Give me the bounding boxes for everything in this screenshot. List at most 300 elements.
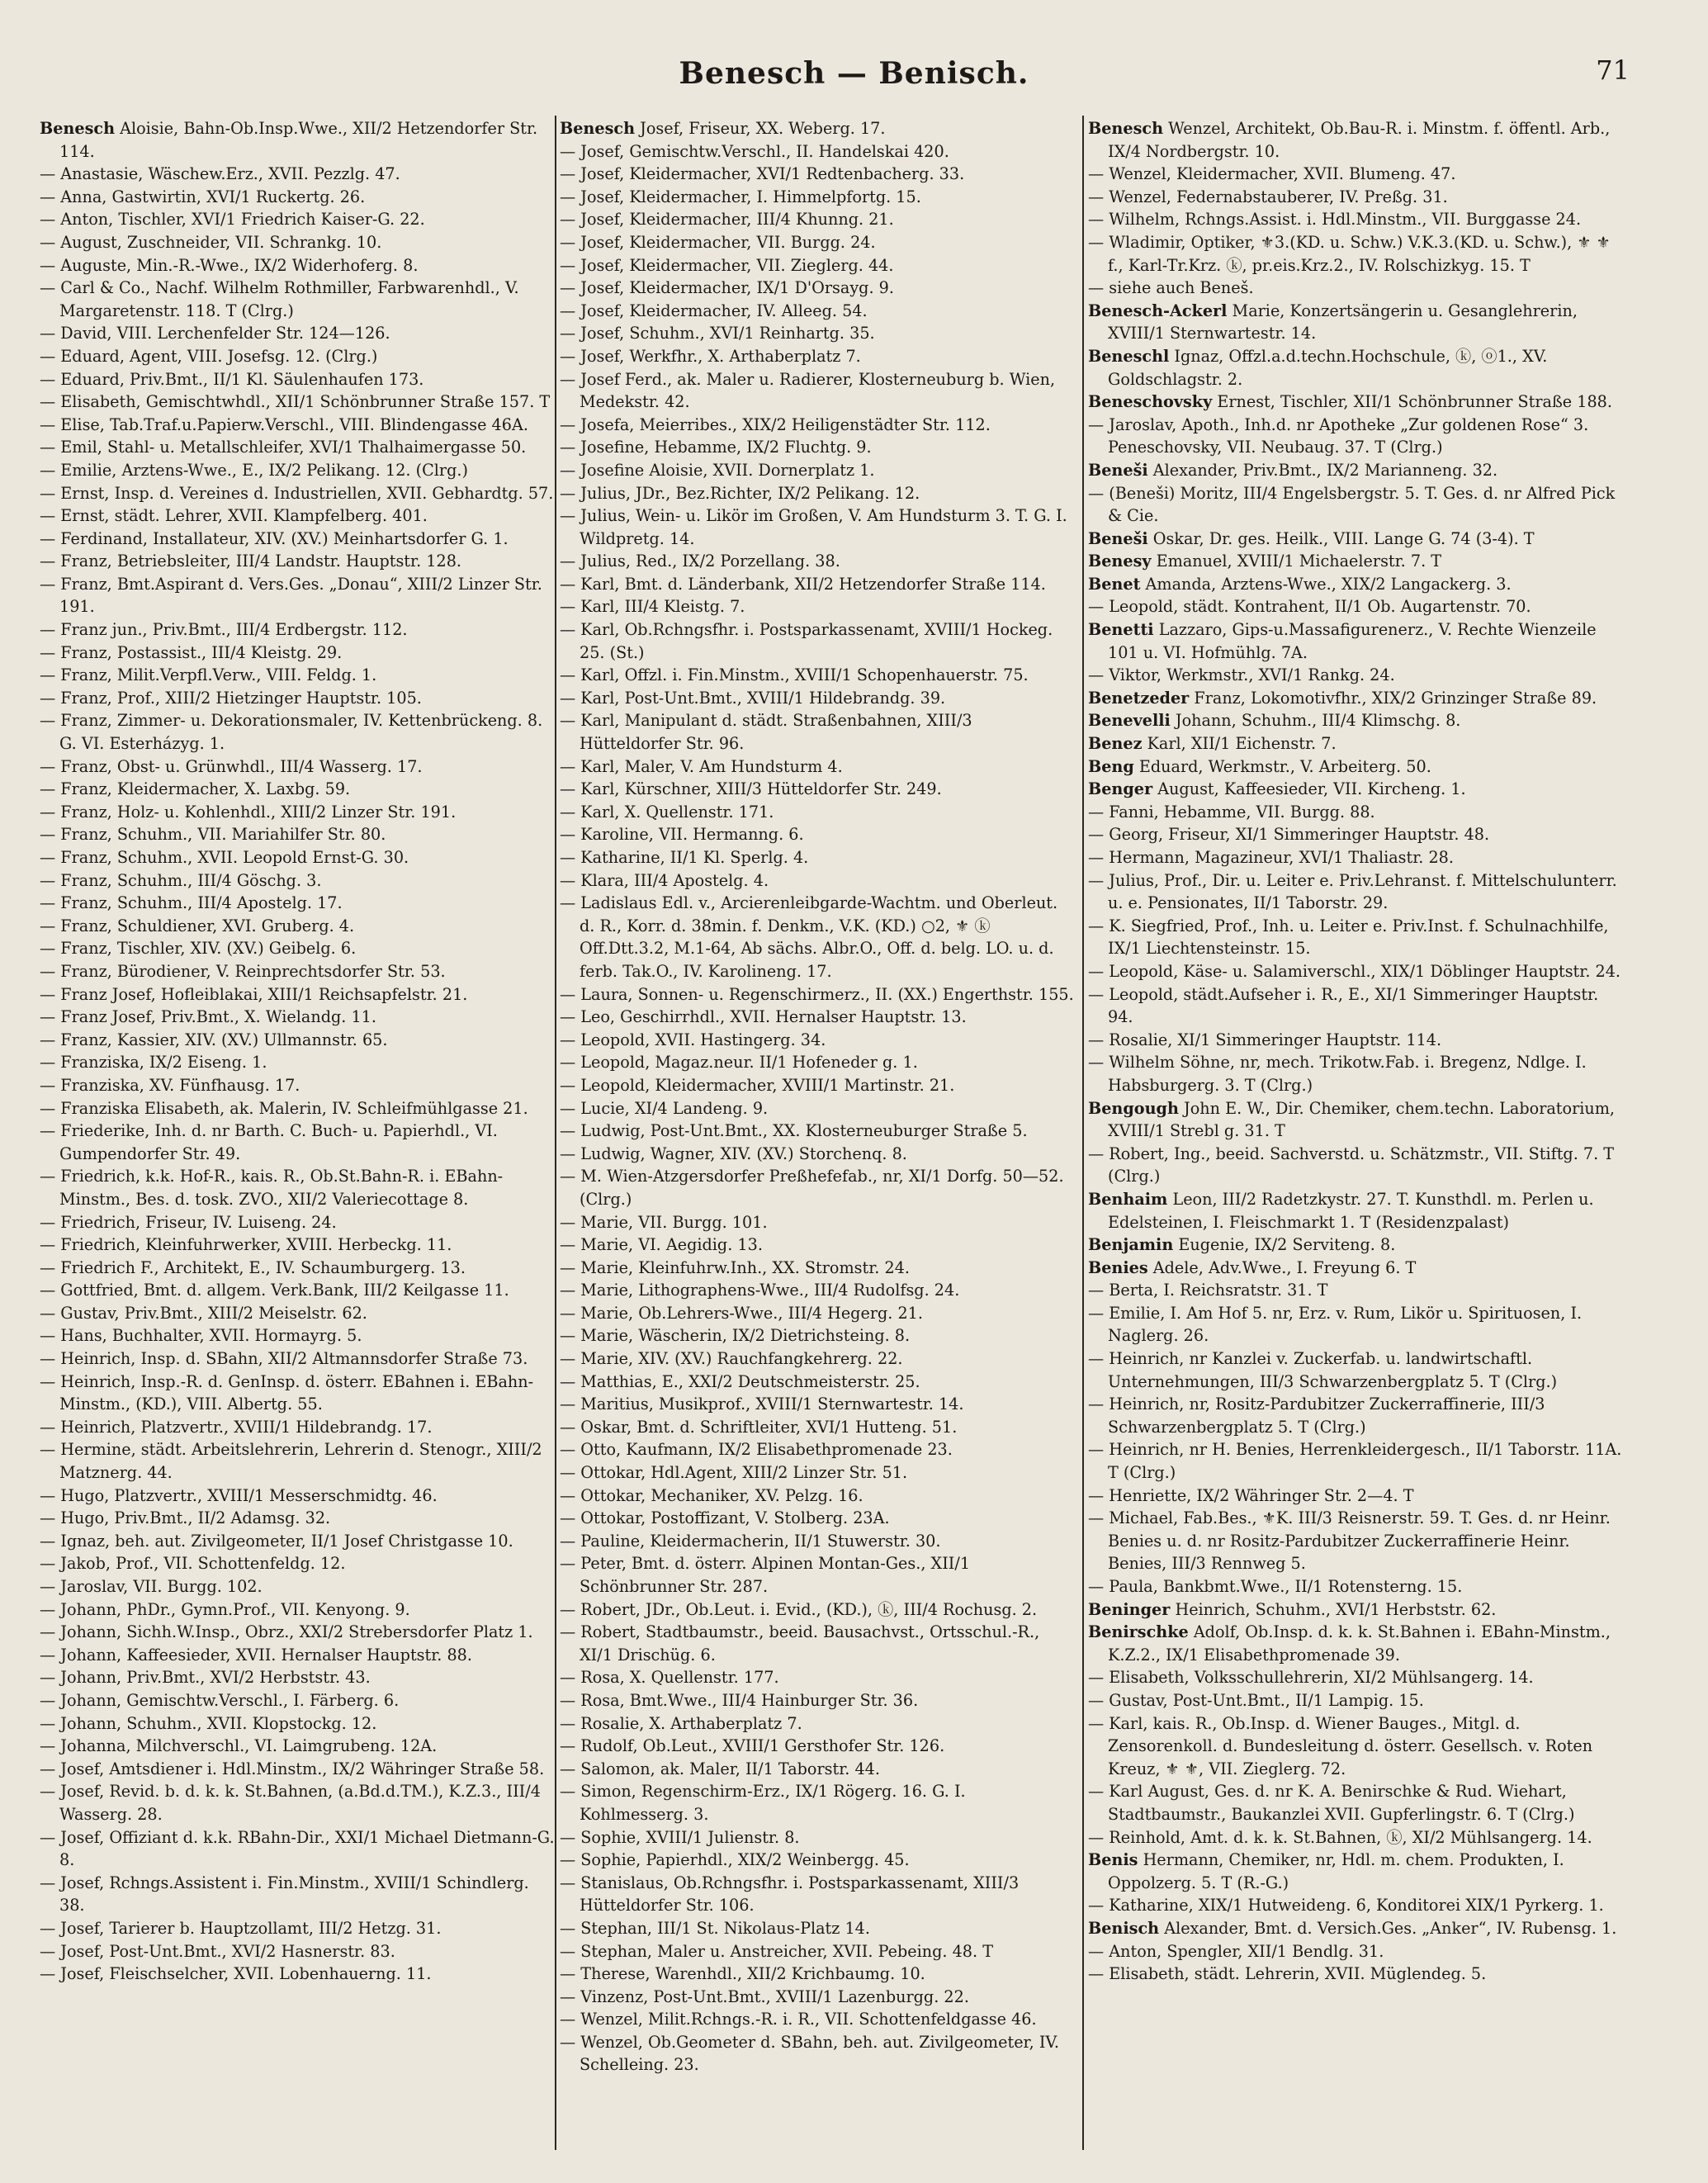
entry-text: — Ignaz, beh. aut. Zivilgeometer, II/1 Josef Christgasse 10. — [40, 1531, 513, 1551]
entry-text: — Josef, Kleidermacher, IX/1 D'Orsayg. 9. — [560, 278, 894, 298]
directory-entry — [40, 1621, 556, 1644]
directory-entry — [40, 642, 556, 665]
directory-entry — [560, 1485, 1076, 1508]
entry-text: — Julius, Prof., Dir. u. Leiter e. Priv.Lehranst. f. Mittelschulunterr. u. e. Pensionates, II/1 Taborstr. 29. — [1088, 870, 1617, 913]
entry-text: — Karl, kais. R., Ob.Insp. d. Wiener Bauges., Mitgl. d. Zensorenkoll. d. Bundesleitung d. österr. Gesellsch. v. Roten Kreuz, ⚜ ⚜, VII. Zieglerg. 72. — [1088, 1713, 1593, 1778]
entry-text: — Josef, Kleidermacher, IV. Alleeg. 54. — [560, 301, 868, 320]
entry-text: — Jakob, Prof., VII. Schottenfeldg. 12. — [40, 1554, 346, 1574]
directory-entry — [1088, 1234, 1625, 1257]
directory-entry — [560, 664, 1076, 687]
entry-text: — Fanni, Hebamme, VII. Burgg. 88. — [1088, 802, 1375, 822]
directory-entry — [560, 1712, 1076, 1736]
directory-entry — [1088, 1347, 1625, 1393]
entry-text: — K. Siegfried, Prof., Inh. u. Leiter e. Priv.Inst. f. Schulnachhilfe, IX/1 Liechtensteinstr. 15. — [1088, 916, 1609, 959]
directory-entry — [40, 1780, 556, 1825]
entry-text: — Karl, Offzl. i. Fin.Minstm., XVIII/1 Schopenhauerstr. 75. — [560, 665, 1029, 685]
directory-entry — [1088, 1143, 1625, 1188]
directory-entry — [1088, 1963, 1625, 1986]
directory-entry — [40, 345, 556, 368]
entry-text: — Elise, Tab.Traf.u.Papierw.Verschl., VIII. Blindengasse 46A. — [40, 414, 528, 434]
directory-entry — [1088, 1188, 1625, 1234]
entry-text: — Maritius, Musikprof., XVIII/1 Sternwartestr. 14. — [560, 1395, 964, 1414]
entry-text: — Reinhold, Amt. d. k. k. St.Bahnen, ⓚ, XI/2 Mühlsangerg. 14. — [1088, 1827, 1592, 1847]
entry-text: — Karl, Ob.Rchngsfhr. i. Postsparkassenamt, XVIII/1 Hockeg. 25. (St.) — [560, 620, 1053, 662]
entry-text: — Josef, Offiziant d. k.k. RBahn-Dir., XXI/1 Michael Dietmann-G. 8. — [40, 1827, 555, 1870]
directory-entry — [40, 846, 556, 869]
directory-entry — [1088, 846, 1625, 869]
entry-text: Josef, Friseur, XX. Weberg. 17. — [635, 119, 886, 138]
directory-entry — [560, 1097, 1076, 1120]
entry-surname: Benis — [1088, 1850, 1138, 1870]
directory-entry — [560, 846, 1076, 869]
entry-text: — Heinrich, Platzvertr., XVIII/1 Hildebrandg. 17. — [40, 1417, 433, 1437]
directory-entry — [40, 1234, 556, 1257]
directory-entry — [40, 618, 556, 642]
directory-entry — [40, 1644, 556, 1667]
directory-entry — [560, 1324, 1076, 1347]
entry-text: — Julius, Red., IX/2 Porzellang. 38. — [560, 552, 840, 571]
entry-text: — Rosa, Bmt.Wwe., III/4 Hainburger Str. 36. — [560, 1690, 919, 1710]
entry-surname: Benirschke — [1088, 1622, 1189, 1642]
entry-text: — Gustav, Priv.Bmt., XIII/2 Meiselstr. 62. — [40, 1303, 367, 1323]
directory-entry — [1088, 1780, 1625, 1825]
column-2 — [560, 117, 1076, 2076]
directory-entry — [40, 1485, 556, 1508]
directory-entry — [560, 1120, 1076, 1143]
directory-entry — [1088, 869, 1625, 915]
directory-entry — [560, 414, 1076, 437]
entry-surname: Benez — [1088, 734, 1143, 754]
entry-text: — Josef, Gemischtw.Verschl., II. Handelskai 420. — [560, 141, 949, 161]
entry-text: — Stanislaus, Ob.Rchngsfhr. i. Postsparkassenamt, XIII/3 Hütteldorfer Str. 106. — [560, 1873, 1020, 1915]
entry-text: Hermann, Chemiker, nr, Hdl. m. chem. Produkten, I. Oppolzerg. 5. T (R.-G.) — [1108, 1850, 1564, 1892]
directory-entry — [40, 482, 556, 505]
entry-text: — Karl August, Ges. d. nr K. A. Benirschke & Rud. Wiehart, Stadtbaumstr., Baukanzlei XVII. Gupferlingstr. 6. T (Clrg.) — [1088, 1782, 1575, 1824]
directory-entry — [1088, 1257, 1625, 1280]
directory-entry — [40, 687, 556, 710]
directory-entry — [560, 1826, 1076, 1849]
directory-entry — [560, 1530, 1076, 1553]
entry-text: — Josefine Aloisie, XVII. Dornerplatz 1. — [560, 460, 875, 480]
directory-entry — [40, 1074, 556, 1097]
directory-entry — [560, 1393, 1076, 1416]
directory-entry — [560, 1029, 1076, 1052]
entry-text: — Leopold, Käse- u. Salamiverschl., XIX/1 Döblinger Hauptstr. 24. — [1088, 961, 1621, 981]
directory-entry — [40, 1712, 556, 1736]
directory-entry — [40, 459, 556, 482]
directory-entry — [40, 1165, 556, 1210]
directory-entry — [40, 801, 556, 824]
directory-entry — [560, 163, 1076, 186]
directory-entry — [40, 1598, 556, 1622]
entry-surname: Beneschl — [1088, 346, 1170, 366]
entry-surname: Benisch — [1088, 1918, 1160, 1938]
directory-entry — [1088, 1917, 1625, 1940]
directory-entry — [1088, 1575, 1625, 1598]
entry-text: — Oskar, Bmt. d. Schriftleiter, XVI/1 Hutteng. 51. — [560, 1417, 958, 1437]
entry-text: — Viktor, Werkmstr., XVI/1 Rankg. 24. — [1088, 665, 1395, 685]
directory-entry — [40, 1507, 556, 1530]
directory-entry — [40, 1438, 556, 1484]
directory-entry — [40, 1029, 556, 1052]
entry-text: Franz, Lokomotivfhr., XIX/2 Grinzinger Straße 89. — [1189, 688, 1597, 708]
entry-text: — Leopold, Magaz.neur. II/1 Hofeneder g. 1. — [560, 1053, 918, 1073]
column-divider — [1082, 116, 1084, 2150]
directory-entry — [40, 550, 556, 573]
entry-surname: Benjamin — [1088, 1235, 1174, 1255]
directory-entry — [560, 1347, 1076, 1371]
entry-text: — Rosa, X. Quellenstr. 177. — [560, 1668, 779, 1688]
directory-entry — [1088, 300, 1625, 345]
directory-entry — [560, 368, 1076, 414]
entry-text: — Peter, Bmt. d. österr. Alpinen Montan-Ges., XII/1 Schönbrunner Str. 287. — [560, 1554, 971, 1596]
directory-entry — [40, 892, 556, 915]
entry-text: — Stephan, III/1 St. Nikolaus-Platz 14. — [560, 1918, 870, 1938]
entry-text: — Franz, Schuhm., III/4 Apostelg. 17. — [40, 893, 343, 913]
directory-entry — [560, 869, 1076, 893]
directory-entry — [40, 1963, 556, 1986]
directory-entry — [1088, 960, 1625, 983]
entry-text: Johann, Schuhm., III/4 Klimschg. 8. — [1170, 711, 1461, 731]
directory-entry — [560, 778, 1076, 801]
directory-entry — [560, 823, 1076, 846]
entry-text: — Pauline, Kleidermacherin, II/1 Stuwerstr. 30. — [560, 1531, 941, 1551]
entry-text: — Ladislaus Edl. v., Arcierenleibgarde-Wachtm. und Oberleut. d. R., Korr. d. 38min. f. Denkm., V.K. (KD.) ○2, ⚜ ⓚ Off.Dtt.3.2, M.1-64, Ab sächs. Albr.O., Off. d. belg. LO. u. d. ferb. Tak.O., IV. Karolineng. 17. — [560, 893, 1058, 981]
directory-entry — [1088, 1666, 1625, 1689]
entry-surname: Benesch — [560, 119, 636, 138]
entry-text: — Karl, Maler, V. Am Hundsturm 4. — [560, 756, 843, 776]
directory-entry — [40, 231, 556, 254]
directory-entry — [40, 1371, 556, 1416]
entry-surname: Benetzeder — [1088, 688, 1190, 708]
entry-text: — Franz Josef, Hofleiblakai, XIII/1 Reichsapfelstr. 21. — [40, 984, 468, 1004]
entry-text: — Elisabeth, Volksschullehrerin, XI/2 Mühlsangerg. 14. — [1088, 1668, 1534, 1688]
entry-text: Lazzaro, Gips-u.Massafigurenerz., V. Rechte Wienzeile 101 u. VI. Hofmühlg. 7A. — [1108, 620, 1597, 662]
directory-entry — [560, 277, 1076, 300]
entry-surname: Bengough — [1088, 1098, 1179, 1118]
entry-text: — Marie, Wäscherin, IX/2 Dietrichsteing. 8. — [560, 1326, 911, 1346]
entry-text: — Josef, Kleidermacher, III/4 Khunng. 21. — [560, 210, 894, 230]
entry-text: — Johann, Sichh.W.Insp., Obrz., XXI/2 Strebersdorfer Platz 1. — [40, 1622, 533, 1642]
directory-entry — [40, 391, 556, 414]
directory-entry — [40, 1302, 556, 1325]
entry-text: — Henriette, IX/2 Währinger Str. 2—4. T — [1088, 1485, 1414, 1505]
entry-text: Amanda, Arztens-Wwe., XIX/2 Langackerg. 3. — [1140, 574, 1512, 594]
directory-entry — [40, 1666, 556, 1689]
directory-entry — [560, 1507, 1076, 1530]
entry-text: — Wilhelm, Rchngs.Assist. i. Hdl.Minstm., VII. Burggasse 24. — [1088, 210, 1582, 230]
entry-text: — Johann, Kaffeesieder, XVII. Hernalser Hauptstr. 88. — [40, 1645, 472, 1664]
entry-text: — Heinrich, nr H. Benies, Herrenkleidergesch., II/1 Taborstr. 11A. T (Clrg.) — [1088, 1440, 1622, 1483]
entry-text: — Josef, Fleischselcher, XVII. Lobenhauerng. 11. — [40, 1964, 432, 1984]
directory-entry — [1088, 1689, 1625, 1712]
entry-text: — Laura, Sonnen- u. Regenschirmerz., II. (XX.) Engerthstr. 155. — [560, 984, 1074, 1004]
entry-surname: Beneši — [1088, 460, 1148, 480]
entry-text: — Michael, Fab.Bes., ⚜K. III/3 Reisnerstr. 59. T. Ges. d. nr Heinr. Benies u. d. nr Rositz-Pardubitzer Zuckerraffinerie Heinr. Benies, III/3 Rennweg 5. — [1088, 1508, 1611, 1574]
entry-text: — Therese, Warenhdl., XII/2 Krichbaumg. 10. — [560, 1964, 925, 1984]
entry-text: Adolf, Ob.Insp. d. k. k. St.Bahnen i. EBahn-Minstm., K.Z.2., IX/1 Elisabethpromenade 39. — [1108, 1622, 1611, 1664]
directory-entry — [1088, 687, 1625, 710]
entry-text: — Franz, Schuhm., III/4 Göschg. 3. — [40, 870, 322, 890]
entry-text: — Johanna, Milchverschl., VI. Laimgrubeng. 12A. — [40, 1736, 438, 1756]
directory-entry — [1088, 528, 1625, 551]
entry-text: Eduard, Werkmstr., V. Arbeiterg. 50. — [1133, 756, 1431, 776]
entry-text: — Emilie, I. Am Hof 5. nr, Erz. v. Rum, Likör u. Spirituosen, I. Naglerg. 26. — [1088, 1303, 1583, 1346]
directory-entry — [560, 1211, 1076, 1234]
directory-entry — [560, 1552, 1076, 1598]
entry-text: Oskar, Dr. ges. Heilk., VIII. Lange G. 74 (3-4). T — [1147, 528, 1535, 548]
directory-entry — [1088, 459, 1625, 482]
entry-text: — Ludwig, Wagner, XIV. (XV.) Storchenq. 8. — [560, 1144, 907, 1163]
directory-entry — [40, 322, 556, 345]
directory-entry — [40, 504, 556, 528]
directory-entry — [40, 1416, 556, 1439]
entry-text: — Emil, Stahl- u. Metallschleifer, XVI/1 Thalhaimergasse 50. — [40, 438, 527, 457]
directory-entry — [1088, 573, 1625, 596]
entry-text: — Georg, Friseur, XI/1 Simmeringer Hauptstr. 48. — [1088, 825, 1490, 845]
entry-surname: Benetti — [1088, 620, 1154, 640]
entry-text: — Johann, PhDr., Gymn.Prof., VII. Kenyong. 9. — [40, 1599, 410, 1619]
entry-text: — Sophie, Papierhdl., XIX/2 Weinbergg. 45. — [560, 1850, 910, 1870]
directory-entry — [560, 1986, 1076, 2009]
entry-text: — Marie, XIV. (XV.) Rauchfangkehrerg. 22. — [560, 1349, 903, 1369]
directory-entry — [40, 1575, 556, 1598]
entry-text: — Franz jun., Priv.Bmt., III/4 Erdbergstr. 112. — [40, 620, 408, 640]
directory-entry — [1088, 801, 1625, 824]
entry-surname: Beninger — [1088, 1599, 1171, 1619]
directory-entry — [560, 983, 1076, 1006]
entry-surname: Beneschovsky — [1088, 392, 1213, 412]
entry-text: — Anastasie, Wäschew.Erz., XVII. Pezzlg. 47. — [40, 164, 400, 184]
directory-entry — [1088, 664, 1625, 687]
entry-text: — David, VIII. Lerchenfelder Str. 124—126. — [40, 324, 390, 343]
directory-entry — [1088, 1826, 1625, 1849]
entry-text: — Anton, Spengler, XII/1 Bendlg. 31. — [1088, 1941, 1384, 1961]
entry-text: — Sophie, XVIII/1 Julienstr. 8. — [560, 1827, 800, 1847]
entry-text: — Hugo, Platzvertr., XVIII/1 Messerschmidtg. 46. — [40, 1485, 438, 1505]
directory-entry — [1088, 1940, 1625, 1963]
directory-entry — [560, 1051, 1076, 1074]
entry-text: John E. W., Dir. Chemiker, chem.techn. Laboratorium, XVIII/1 Strebl g. 31. T — [1108, 1098, 1616, 1141]
directory-entry — [40, 1257, 556, 1280]
entry-text: — Friedrich, Kleinfuhrwerker, XVIII. Herbeckg. 11. — [40, 1235, 452, 1255]
entry-text: — Franz, Postassist., III/4 Kleistg. 29. — [40, 642, 343, 662]
entry-text: — Josef, Revid. b. d. k. k. St.Bahnen, (a.Bd.d.TM.), K.Z.3., III/4 Wasserg. 28. — [40, 1782, 541, 1824]
directory-entry — [40, 755, 556, 779]
entry-text: — Wenzel, Kleidermacher, XVII. Blumeng. 47. — [1088, 164, 1456, 184]
entry-surname: Benesch — [40, 119, 116, 138]
entry-text: — Leopold, städt.Aufseher i. R., E., XI/1 Simmeringer Hauptstr. 94. — [1088, 984, 1599, 1027]
directory-entry — [560, 459, 1076, 482]
entry-text: — Matthias, E., XXI/2 Deutschmeisterstr. 25. — [560, 1371, 920, 1391]
entry-text: — Julius, JDr., Bez.Richter, IX/2 Pelikang. 12. — [560, 483, 920, 503]
directory-entry — [40, 1917, 556, 1940]
directory-entry — [560, 1758, 1076, 1781]
directory-entry — [1088, 391, 1625, 414]
entry-text: — Ottokar, Mechaniker, XV. Pelzg. 16. — [560, 1485, 863, 1505]
entry-text: Adele, Adv.Wwe., I. Freyung 6. T — [1147, 1257, 1417, 1277]
entry-text: — Elisabeth, Gemischtwhdl., XII/1 Schönbrunner Straße 157. T — [40, 392, 551, 412]
entry-text: — Jaroslav, Apoth., Inh.d. nr Apotheke „Zur goldenen Rose“ 3. Peneschovsky, VII. Neubaug. 37. T (Clrg.) — [1088, 414, 1589, 457]
entry-text: Eugenie, IX/2 Serviteng. 8. — [1173, 1235, 1396, 1255]
directory-entry — [1088, 163, 1625, 186]
column-1 — [40, 117, 556, 1986]
directory-entry — [40, 823, 556, 846]
entry-text: — Hans, Buchhalter, XVII. Hormayrg. 5. — [40, 1326, 362, 1346]
entry-text: Alexander, Priv.Bmt., IX/2 Marianneng. 32. — [1147, 460, 1498, 480]
entry-text: — Josef Ferd., ak. Maler u. Radierer, Klosterneuburg b. Wien, Medekstr. 42. — [560, 369, 1056, 412]
directory-entry — [560, 595, 1076, 618]
entry-text: Emanuel, XVIII/1 Michaelerstr. 7. T — [1151, 552, 1442, 571]
directory-entry — [40, 368, 556, 391]
entry-surname: Benesy — [1088, 552, 1152, 571]
entry-text: Wenzel, Architekt, Ob.Bau-R. i. Minstm. f. öffentl. Arb., IX/4 Nordbergstr. 10. — [1108, 119, 1611, 161]
directory-entry — [1088, 345, 1625, 391]
directory-entry — [40, 869, 556, 893]
entry-text: Aloisie, Bahn-Ob.Insp.Wwe., XII/2 Hetzendorfer Str. 114. — [59, 119, 538, 161]
entry-text: — Franz, Holz- u. Kohlenhdl., XIII/2 Linzer Str. 191. — [40, 802, 457, 822]
entry-text: — Carl & Co., Nachf. Wilhelm Rothmiller, Farbwarenhdl., V. Margaretenstr. 118. T (Clrg.) — [40, 278, 519, 320]
entry-text: — Josef, Rchngs.Assistent i. Fin.Minstm., XVIII/1 Schindlerg. 38. — [40, 1873, 529, 1915]
entry-text: — Ottokar, Hdl.Agent, XIII/2 Linzer Str. 51. — [560, 1463, 908, 1483]
entry-text: — Robert, Stadtbaumstr., beeid. Bausachvst., Ortsschul.-R., XI/1 Drischüg. 6. — [560, 1622, 1040, 1664]
directory-entry — [560, 1689, 1076, 1712]
directory-entry — [40, 163, 556, 186]
directory-entry — [40, 573, 556, 618]
entry-text: — M. Wien-Atzgersdorfer Preßhefefab., nr, XI/1 Dorfg. 50—52. (Clrg.) — [560, 1167, 1064, 1209]
entry-text: — Leopold, städt. Kontrahent, II/1 Ob. Augartenstr. 70. — [1088, 597, 1531, 617]
entry-text: — Franz, Tischler, XIV. (XV.) Geibelg. 6. — [40, 939, 357, 959]
entry-text: — Heinrich, Insp.-R. d. GenInsp. d. österr. EBahnen i. EBahn-Minstm., (KD.), VIII. Albertg. 55. — [40, 1371, 534, 1414]
directory-entry — [40, 254, 556, 277]
entry-text: — Karl, III/4 Kleistg. 7. — [560, 597, 745, 617]
entry-text: — Josef, Werkfhr., X. Arthaberplatz 7. — [560, 346, 861, 366]
directory-entry — [560, 2031, 1076, 2076]
entry-text: — Karl, Manipulant d. städt. Straßenbahnen, XIII/3 Hütteldorfer Str. 96. — [560, 711, 972, 754]
entry-text: — Katharine, II/1 Kl. Sperlg. 4. — [560, 848, 809, 867]
directory-entry — [560, 231, 1076, 254]
directory-entry — [40, 1689, 556, 1712]
entry-text: — Heinrich, nr Kanzlei v. Zuckerfab. u. landwirtschaftl. Unternehmungen, III/3 Schwarzenbergplatz 5. T (Clrg.) — [1088, 1349, 1558, 1391]
entry-text: — August, Zuschneider, VII. Schrankg. 10. — [40, 232, 382, 252]
entry-text: — Robert, Ing., beeid. Sachverstd. u. Schätzmstr., VII. Stiftg. 7. T (Clrg.) — [1088, 1144, 1615, 1186]
directory-entry — [40, 937, 556, 960]
directory-entry — [560, 345, 1076, 368]
page-title: Benesch — Benisch. — [679, 56, 1029, 91]
entry-text: — Karoline, VII. Hermanng. 6. — [560, 825, 804, 845]
directory-entry — [560, 573, 1076, 596]
directory-entry — [1088, 618, 1625, 664]
entry-text: — Vinzenz, Post-Unt.Bmt., XVIII/1 Lazenburgg. 22. — [560, 1986, 969, 2006]
directory-entry — [40, 1097, 556, 1120]
directory-entry — [40, 1552, 556, 1575]
column-3 — [1088, 117, 1625, 1986]
entry-text: — Friedrich, Friseur, IV. Luiseng. 24. — [40, 1212, 337, 1232]
directory-entry — [40, 960, 556, 983]
directory-entry — [560, 755, 1076, 779]
entry-surname: Benhaim — [1088, 1189, 1168, 1209]
directory-entry — [40, 1735, 556, 1758]
directory-entry — [560, 550, 1076, 573]
directory-entry — [560, 2008, 1076, 2031]
entry-text: — Franz, Milit.Verpfl.Verw., VIII. Feldg. 1. — [40, 665, 377, 685]
directory-entry — [560, 482, 1076, 505]
directory-entry — [40, 1279, 556, 1302]
entry-text: — Jaroslav, VII. Burgg. 102. — [40, 1577, 263, 1596]
entry-text: — Johann, Priv.Bmt., XVI/2 Herbststr. 43. — [40, 1668, 371, 1688]
entry-text: — Marie, Lithographens-Wwe., III/4 Rudolfsg. 24. — [560, 1281, 960, 1300]
directory-entry — [560, 1917, 1076, 1940]
entry-surname: Benesch-Ackerl — [1088, 301, 1228, 320]
directory-entry — [40, 915, 556, 938]
directory-entry — [40, 778, 556, 801]
entry-surname: Benger — [1088, 779, 1153, 799]
directory-entry — [560, 1780, 1076, 1825]
entry-text: — Friederike, Inh. d. nr Barth. C. Buch- u. Papierhdl., VI. Gumpendorfer Str. 49. — [40, 1121, 498, 1163]
directory-entry — [40, 436, 556, 459]
entry-text: Leon, III/2 Radetzkystr. 27. T. Kunsthdl. m. Perlen u. Edelsteinen, I. Fleischmarkt 1. T (Residenzpalast) — [1108, 1189, 1594, 1232]
directory-entry — [40, 1324, 556, 1347]
entry-text: — Franz, Prof., XIII/2 Hietzinger Hauptstr. 105. — [40, 688, 422, 708]
entry-text: — Paula, Bankbmt.Wwe., II/1 Rotensterng. 15. — [1088, 1577, 1463, 1596]
directory-entry — [560, 1165, 1076, 1210]
directory-entry — [560, 140, 1076, 163]
entry-text: — Leo, Geschirrhdl., XVII. Hernalser Hauptstr. 13. — [560, 1007, 967, 1027]
entry-text: — Elisabeth, städt. Lehrerin, XVII. Müglendeg. 5. — [1088, 1964, 1487, 1984]
directory-entry — [40, 1006, 556, 1029]
directory-entry — [40, 1347, 556, 1371]
directory-entry — [1088, 755, 1625, 779]
directory-entry — [560, 892, 1076, 983]
directory-entry — [560, 300, 1076, 323]
directory-entry — [1088, 1598, 1625, 1622]
entry-text: — Julius, Wein- u. Likör im Großen, V. Am Hundsturm 3. T. G. I. Wildpretg. 14. — [560, 506, 1067, 548]
entry-text: — Franz Josef, Priv.Bmt., X. Wielandg. 11. — [40, 1007, 376, 1027]
entry-text: — Franziska, IX/2 Eiseng. 1. — [40, 1053, 267, 1073]
directory-entry — [40, 208, 556, 231]
entry-text: August, Kaffeesieder, VII. Kircheng. 1. — [1152, 779, 1466, 799]
directory-entry — [40, 186, 556, 209]
directory-entry — [560, 1461, 1076, 1485]
directory-entry — [40, 414, 556, 437]
entry-text: — Leopold, XVII. Hastingerg. 34. — [560, 1030, 826, 1049]
directory-entry — [1088, 208, 1625, 231]
directory-entry — [1088, 595, 1625, 618]
directory-entry — [40, 1530, 556, 1553]
entry-text: — Franz, Schuhm., XVII. Leopold Ernst-G. 30. — [40, 848, 409, 867]
entry-text: — Franz, Bürodiener, V. Reinprechtsdorfer Str. 53. — [40, 961, 446, 981]
directory-entry — [1088, 1894, 1625, 1917]
entry-text: — Franz, Obst- u. Grünwhdl., III/4 Wasserg. 17. — [40, 756, 423, 776]
entry-text: — Franz, Betriebsleiter, III/4 Landstr. Hauptstr. 128. — [40, 552, 462, 571]
directory-entry — [1088, 1438, 1625, 1484]
entry-text: — Ferdinand, Installateur, XIV. (XV.) Meinhartsdorfer G. 1. — [40, 528, 509, 548]
entry-text: — Otto, Kaufmann, IX/2 Elisabethpromenade 23. — [560, 1440, 953, 1460]
entry-text: — Wenzel, Ob.Geometer d. SBahn, beh. aut. Zivilgeometer, IV. Schelleing. 23. — [560, 2032, 1059, 2075]
directory-entry — [40, 664, 556, 687]
directory-entry — [40, 1758, 556, 1781]
directory-entry — [560, 1074, 1076, 1097]
entry-text: — Gottfried, Bmt. d. allgem. Verk.Bank, III/2 Keilgasse 11. — [40, 1281, 509, 1300]
directory-entry — [40, 117, 556, 163]
entry-text: — Rosalie, X. Arthaberplatz 7. — [560, 1713, 802, 1733]
entry-text: — Josefa, Meierribes., XIX/2 Heiligenstädter Str. 112. — [560, 414, 991, 434]
entry-text: — Franz, Schuhm., VII. Mariahilfer Str. 80. — [40, 825, 386, 845]
entry-text: Karl, XII/1 Eichenstr. 7. — [1142, 734, 1337, 754]
directory-entry — [560, 117, 1076, 140]
directory-entry — [1088, 1029, 1625, 1052]
directory-entry — [1088, 1621, 1625, 1666]
